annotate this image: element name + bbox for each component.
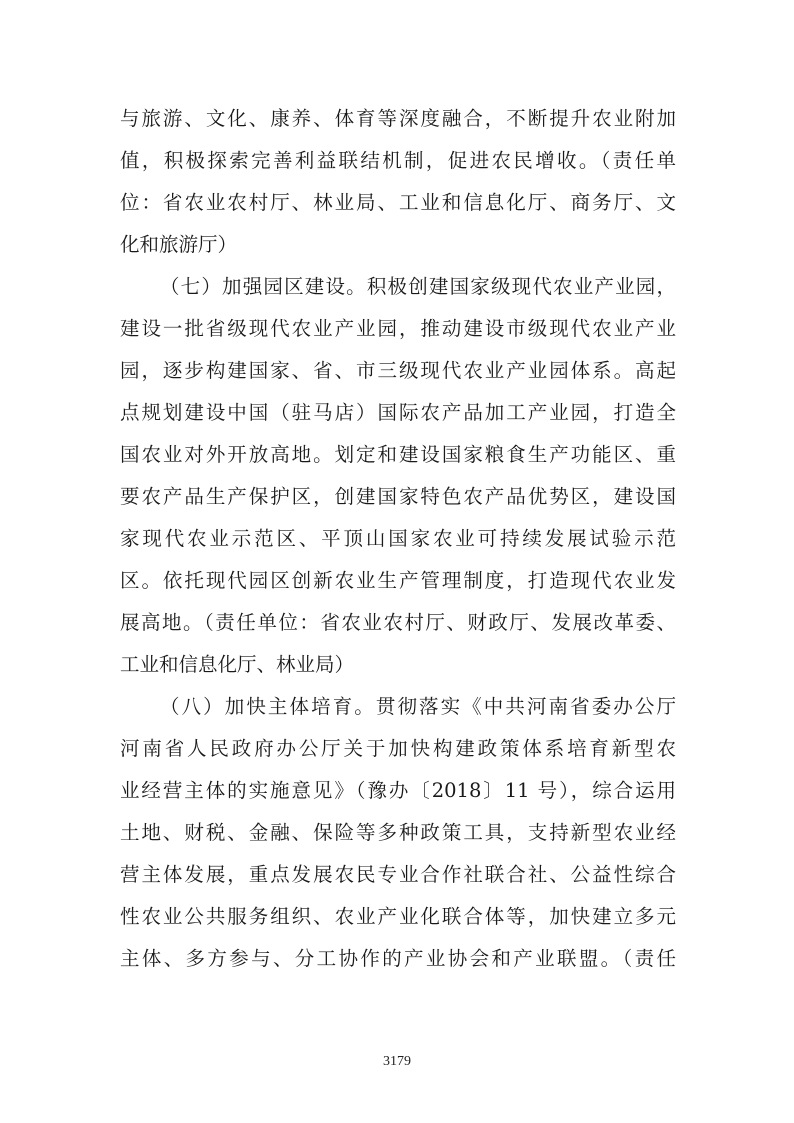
paragraph-line: 家现代农业示范区、平顶山国家农业可持续发展试验示范 [120, 527, 676, 550]
paragraph-line: 化和旅游厅） [120, 233, 238, 256]
paragraph-line: 主体、多方参与、分工协作的产业协会和产业联盟。（责任 [120, 947, 676, 970]
paragraph-line: 性农业公共服务组织、农业产业化联合体等，加快建立多元 [120, 905, 676, 928]
paragraph-line: 工业和信息化厅、林业局） [120, 653, 355, 676]
paragraph-line: 要农产品生产保护区，创建国家特色农产品优势区，建设国 [120, 485, 676, 508]
paragraph-line: 园，逐步构建国家、省、市三级现代农业产业园体系。高起 [120, 359, 676, 382]
section-heading-line: （八）加快主体培育。贯彻落实《中共河南省委办公厅 [160, 695, 676, 718]
page-number: 3179 [383, 1054, 411, 1069]
paragraph-line: 营主体发展，重点发展农民专业合作社联合社、公益性综合 [120, 863, 676, 886]
paragraph-line: 值，积极探索完善利益联结机制，促进农民增收。（责任单 [120, 149, 676, 172]
paragraph-line: 建设一批省级现代农业产业园，推动建设市级现代农业产业 [120, 317, 676, 340]
paragraph-line: 河南省人民政府办公厅关于加快构建政策体系培育新型农 [120, 737, 676, 760]
section-heading-line: （七）加强园区建设。积极创建国家级现代农业产业园， [160, 275, 676, 298]
paragraph-line: 与旅游、文化、康养、体育等深度融合，不断提升农业附加 [120, 107, 676, 130]
paragraph-line: 区。依托现代园区创新农业生产管理制度，打造现代农业发 [120, 569, 676, 592]
paragraph-line: 展高地。（责任单位：省农业农村厅、财政厅、发展改革委、 [120, 611, 676, 634]
paragraph-line: 业经营主体的实施意见》（豫办〔2018〕11 号），综合运用 [120, 779, 676, 802]
paragraph-line: 国农业对外开放高地。划定和建设国家粮食生产功能区、重 [120, 443, 676, 466]
paragraph-line: 点规划建设中国（驻马店）国际农产品加工产业园，打造全 [120, 401, 676, 424]
paragraph-line: 土地、财税、金融、保险等多种政策工具，支持新型农业经 [120, 821, 676, 844]
paragraph-line: 位：省农业农村厅、林业局、工业和信息化厅、商务厅、文 [120, 191, 676, 214]
